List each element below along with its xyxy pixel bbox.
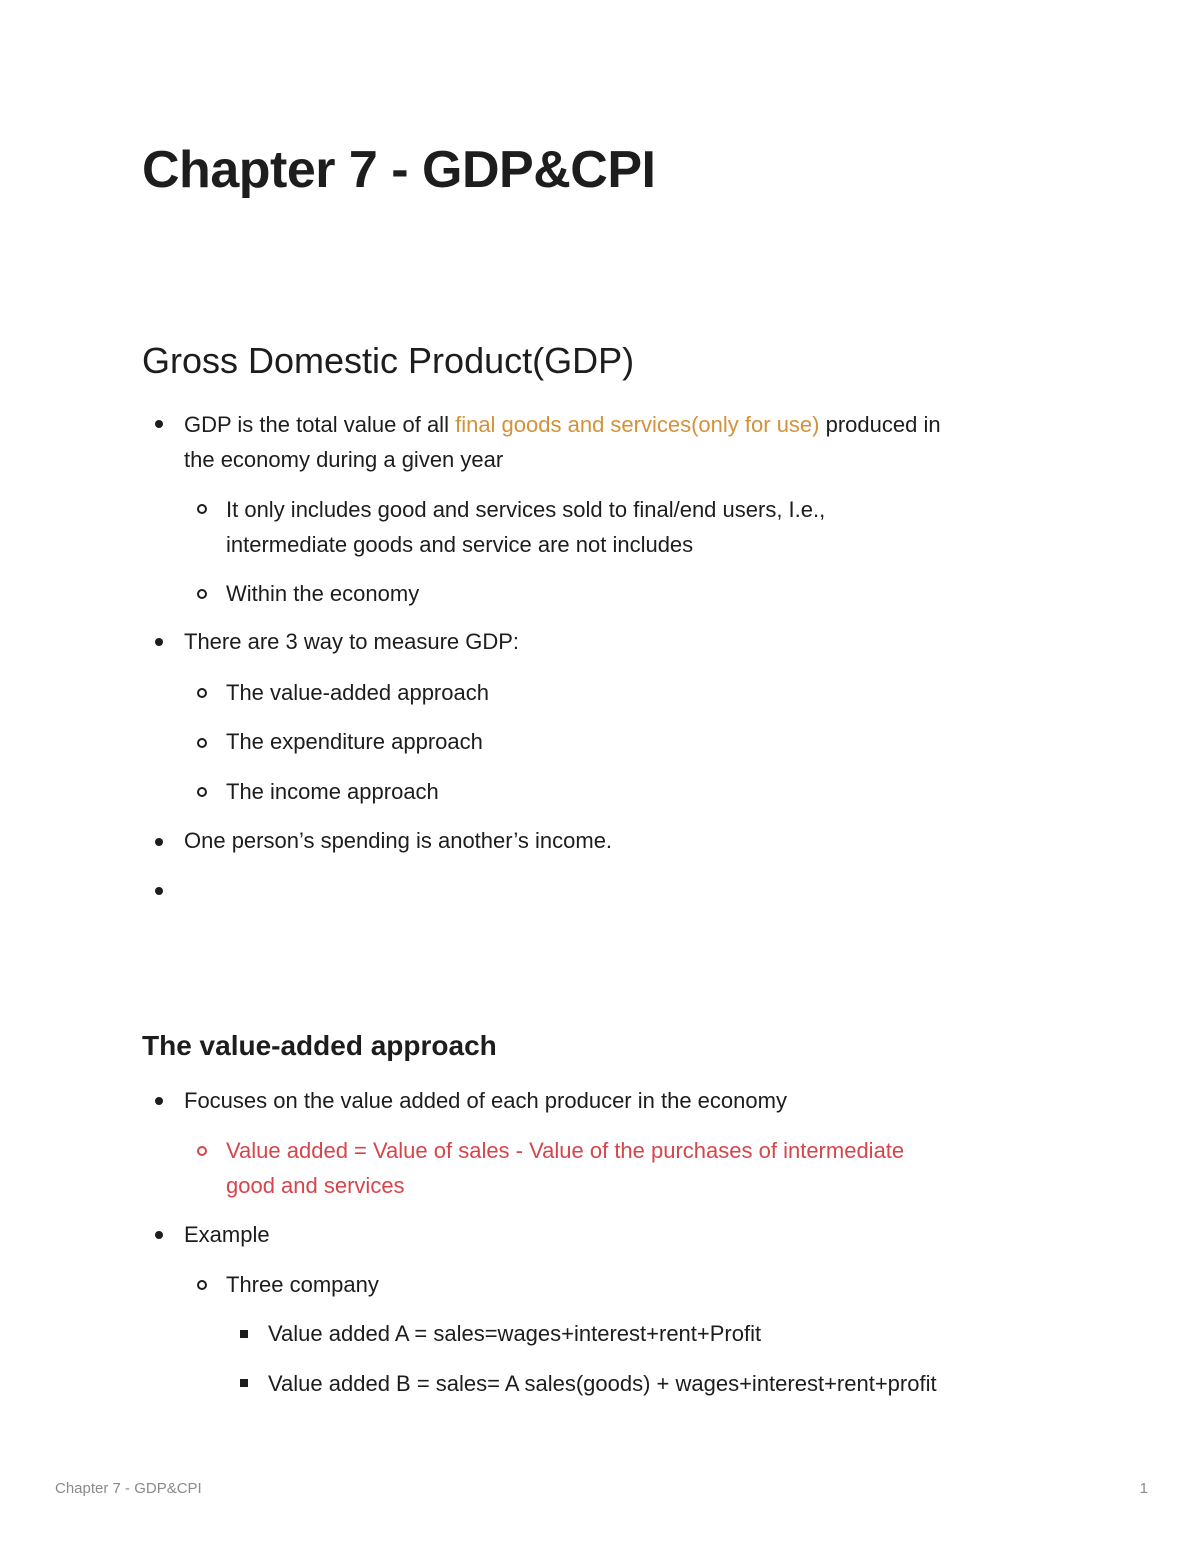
list-item-continuation: the economy during a given year (184, 447, 504, 472)
bullet-disc-icon (155, 1097, 163, 1105)
section-heading-value-added: The value-added approach (142, 1030, 497, 1061)
bullet-circle-icon (197, 1280, 207, 1290)
bullet-disc-icon (155, 1231, 163, 1239)
bullet-circle-icon (197, 738, 207, 748)
list-item: There are 3 way to measure GDP: (184, 629, 520, 654)
section-heading-gdp: Gross Domestic Product(GDP) (142, 340, 635, 381)
bullet-circle-icon (197, 504, 207, 514)
list-item-highlighted: Value added = Value of sales - Value of the purchases of intermediate (226, 1138, 905, 1163)
page-number: 1 (1139, 1480, 1148, 1497)
page-title: Chapter 7 - GDP&CPI (142, 141, 656, 199)
highlighted-text: final goods and services(only for use) (455, 412, 820, 437)
list-item: Example (184, 1222, 270, 1247)
bullet-circle-icon (197, 688, 207, 698)
bullet-circle-icon (197, 589, 207, 599)
list-item: One person’s spending is another’s income. (184, 828, 613, 853)
list-item-continuation: intermediate goods and service are not includes (226, 532, 694, 557)
bullet-circle-icon (197, 1146, 207, 1156)
list-item: The expenditure approach (226, 729, 483, 754)
bullet-disc-icon (155, 887, 163, 895)
list-item: Three company (226, 1272, 379, 1297)
bullet-disc-icon (155, 638, 163, 646)
footer-title: Chapter 7 - GDP&CPI (55, 1480, 202, 1497)
list-item: The income approach (226, 779, 439, 804)
list-item: Within the economy (226, 581, 420, 606)
bullet-square-icon (240, 1379, 248, 1387)
list-item: The value-added approach (226, 680, 489, 705)
list-item-continuation: good and services (226, 1173, 405, 1198)
list-item: GDP is the total value of all final goods and services(only for use) produced in (184, 412, 941, 437)
list-item: Value added A = sales=wages+interest+rent+Profit (268, 1321, 762, 1346)
list-item: It only includes good and services sold to final/end users, I.e., (226, 497, 826, 522)
list-item: Focuses on the value added of each producer in the economy (184, 1088, 787, 1113)
bullet-square-icon (240, 1330, 248, 1338)
bullet-disc-icon (155, 838, 163, 846)
bullet-circle-icon (197, 787, 207, 797)
list-item: Value added B = sales= A sales(goods) + wages+interest+rent+profit (268, 1371, 937, 1396)
bullet-disc-icon (155, 420, 163, 428)
